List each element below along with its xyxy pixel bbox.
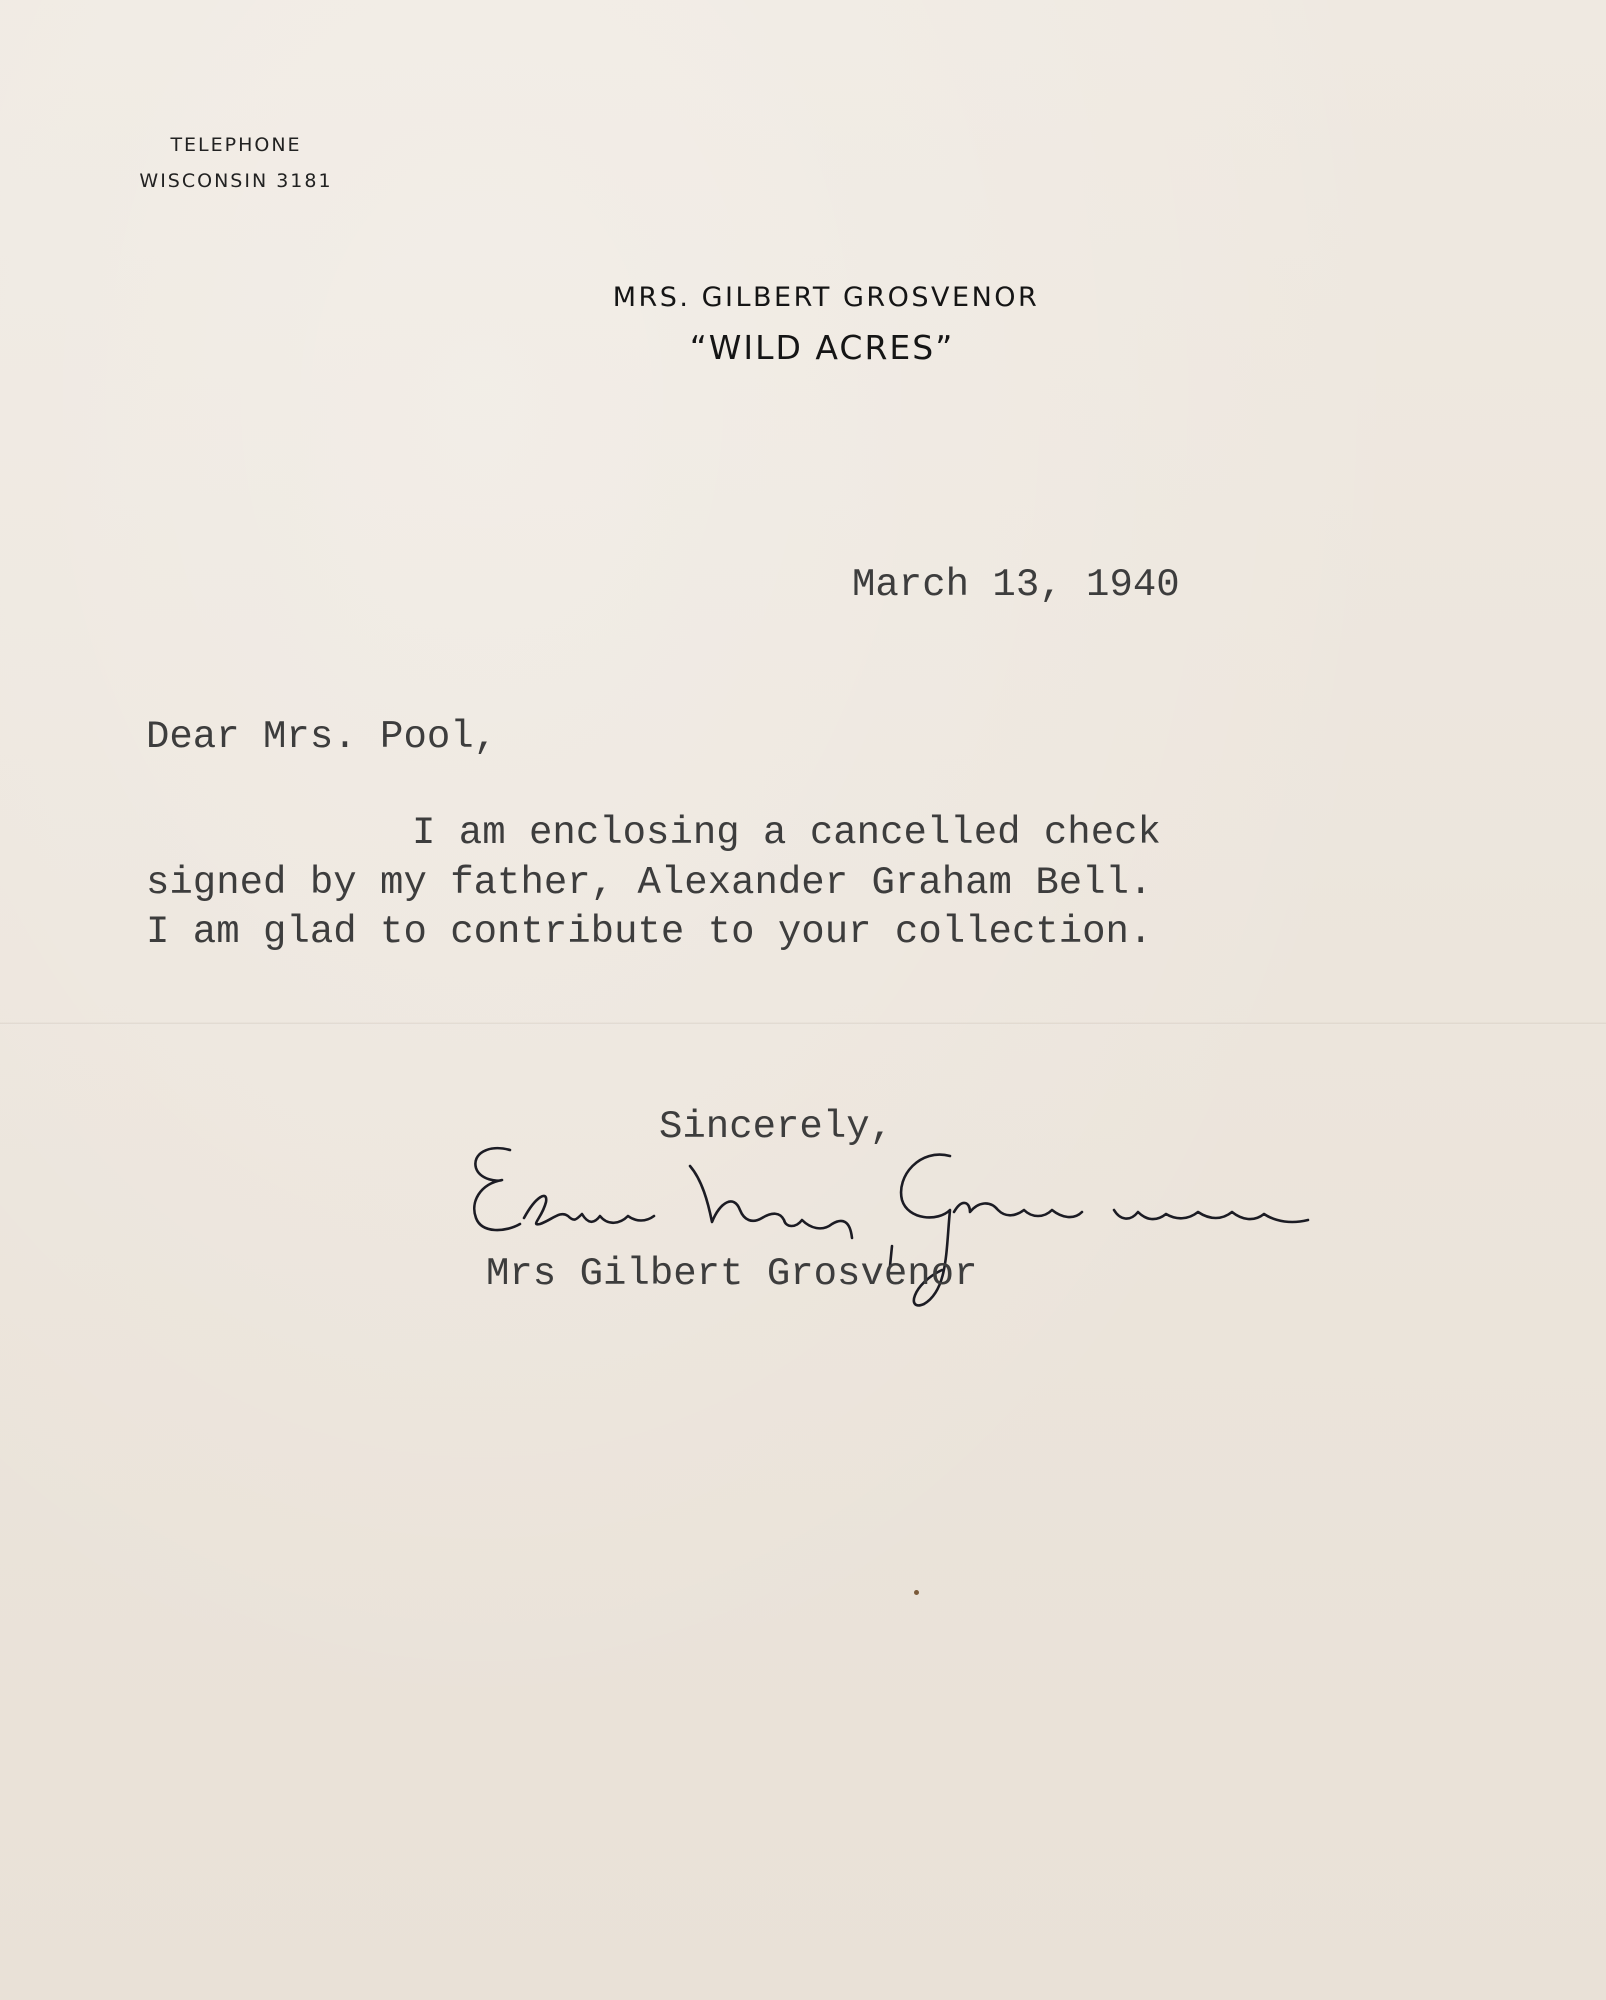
letter-salutation: Dear Mrs. Pool, xyxy=(146,715,498,759)
telephone-label: TELEPHONE xyxy=(170,134,302,156)
body-line: signed by my father, Alexander Graham Bell. xyxy=(146,861,1153,905)
telephone-number: WISCONSIN 3181 xyxy=(139,170,333,192)
paper-speck xyxy=(914,1590,919,1595)
letterhead-name: MRS. GILBERT GROSVENOR xyxy=(612,282,1040,313)
letterhead-estate: “WILD ACRES” xyxy=(689,328,955,367)
letter-date: March 13, 1940 xyxy=(852,563,1180,607)
body-line: I am enclosing a cancelled check xyxy=(412,811,1161,855)
letter-closing: Sincerely, xyxy=(659,1105,894,1149)
typed-signer-name: Mrs Gilbert Grosvenor xyxy=(486,1252,978,1296)
body-line: I am glad to contribute to your collection. xyxy=(146,910,1153,954)
paper-fold-line xyxy=(0,1022,1606,1025)
